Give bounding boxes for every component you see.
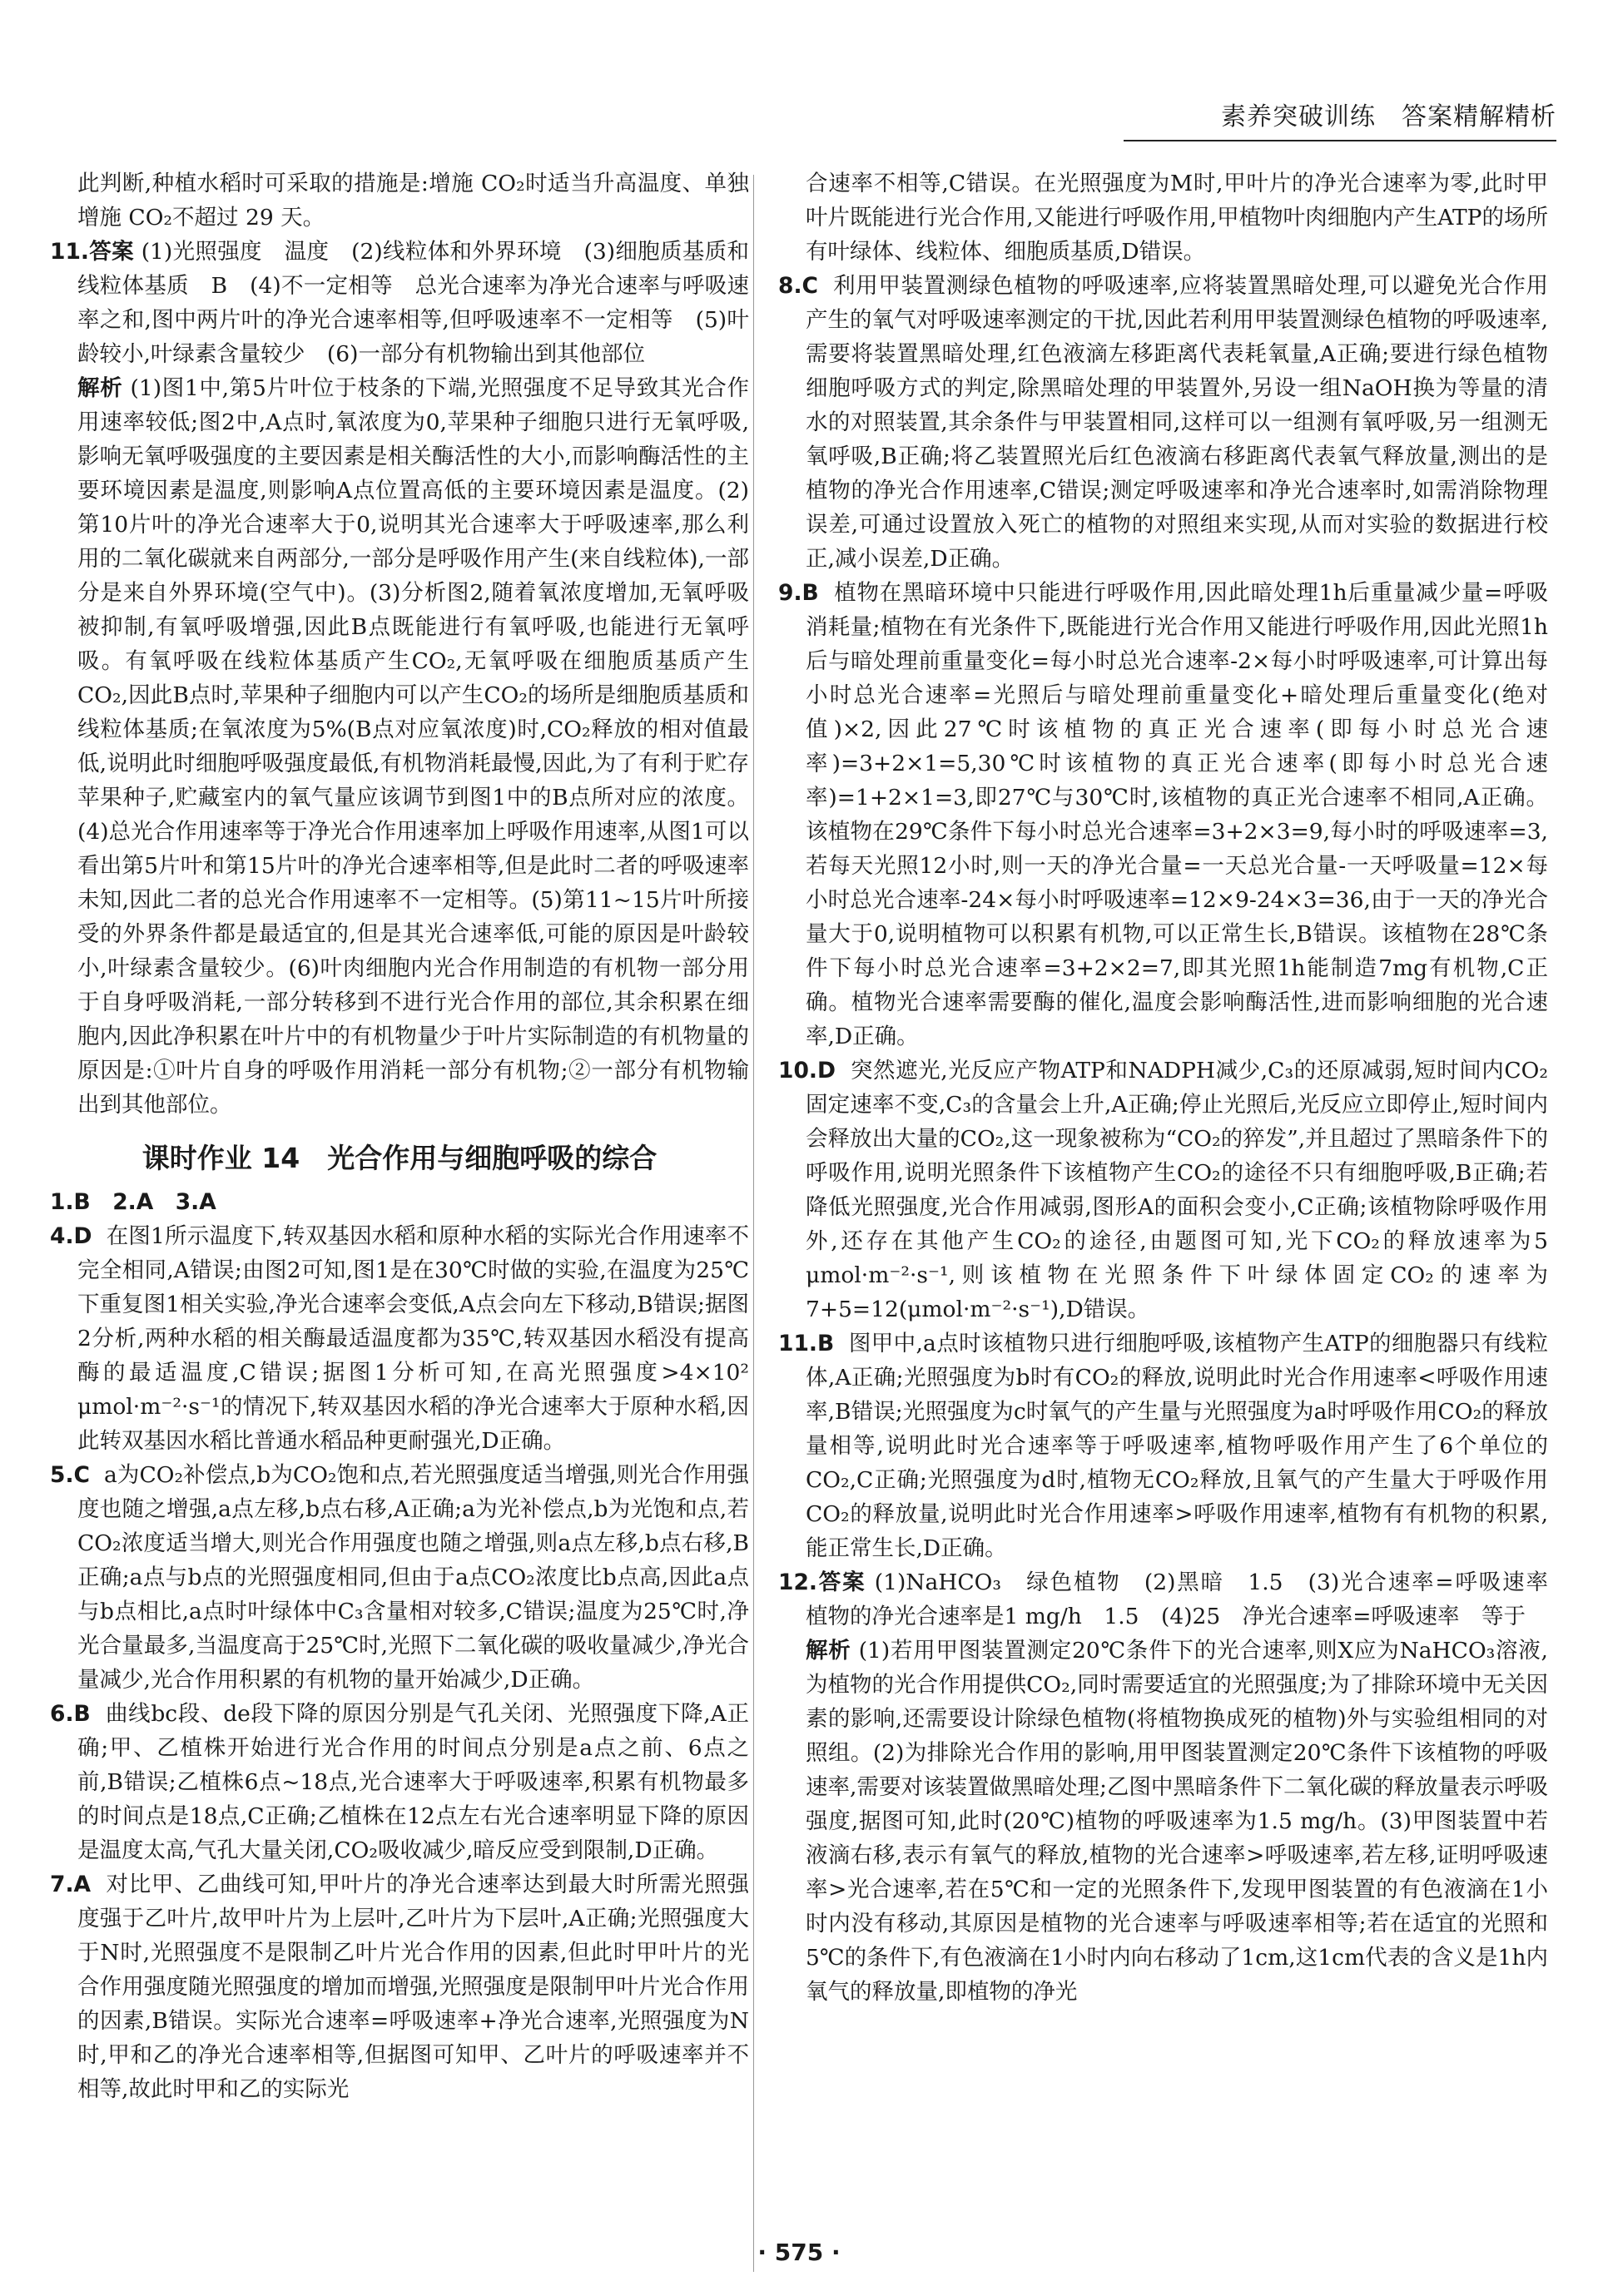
- intro-paragraph: 此判断,种植水稻时可采取的措施是:增施 CO₂时适当升高温度、单独增施 CO₂不超过 29 天。: [77, 171, 749, 231]
- question-11-left: [50, 235, 749, 371]
- q11-analysis: [50, 371, 749, 1122]
- q12-analysis-label: 解析: [806, 1638, 851, 1664]
- q8-text: 利用甲装置测绿色植物的呼吸速率,应将装置黑暗处理,可以避免光合作用产生的氧气对呼吸速率测定的干扰,因此若利用甲装置测绿色植物的呼吸速率,需要将装置黑暗处理,红色液滴左移距离代表耗氧量,A正确;要进行绿色植物细胞呼吸方式的判定,除黑暗处理的甲装置外,另设一组NaOH换为等量的清水的对照装置,其余条件与甲装置相同,这样可以一组测有氧呼吸,另一组测无氧呼吸,B正确;将乙装置照光后红色液滴右移距离代表氧气释放量,测出的是植物的净光合作用速率,C错误;测定呼吸速率和净光合速率时,如需消除物理误差,可通过设置放入死亡的植物的对照组来实现,从而对实验的数据进行校正,减小误差,D正确。: [806, 273, 1548, 572]
- q11-analysis-label: 解析: [77, 375, 123, 401]
- page-header: [1124, 98, 1556, 141]
- q11b-text: 图甲中,a点时该植物只进行细胞呼吸,该植物产生ATP的细胞器只有线粒体,A正确;光照强度为b时有CO₂的释放,说明此时光合作用速率<呼吸作用速率,B错误;光照强度为c时氧气的产生量与光照强度为a时呼吸作用CO₂的释放量相等,说明此时光合速率等于呼吸速率,植物呼吸作用产生了6个单位的CO₂,C正确;光照强度为d时,植物无CO₂释放,且氧气的产生量大于呼吸作用CO₂的释放量,说明此时光合作用速率>呼吸作用速率,植物有有机物的积累,能正常生长,D正确。: [806, 1331, 1548, 1561]
- page-number: · 575 ·: [757, 2239, 841, 2266]
- q12-answer: (1)NaHCO₃ 绿色植物 (2)黑暗 1.5 (3)光合速率=呼吸速率 植物的净光合速率是1 mg/h 1.5 (4)25 净光合速率=呼吸速率 等于: [806, 1570, 1571, 1629]
- q9-number: 9.B: [778, 580, 819, 606]
- question-12: [778, 1565, 1571, 1634]
- q4-text: 在图1所示温度下,转双基因水稻和原种水稻的实际光合作用速率不完全相同,A错误;由图2可知,图1是在30℃时做的实验,在温度为25℃下重复图1相关实验,净光合速率会变低,A点会向左下移动,B错误;据图2分析,两种水稻的相关酶最适温度都为35℃,转双基因水稻没有提高酶的最适温度,C错误;据图1分析可知,在高光照强度>4×10² μmol·m⁻²·s⁻¹的情况下,转双基因水稻的净光合速率大于原种水稻,因此转双基因水稻比普通水稻品种更耐强光,D正确。: [77, 1223, 749, 1454]
- q7-text: 对比甲、乙曲线可知,甲叶片的净光合速率达到最大时所需光照强度强于乙叶片,故甲叶片为上层叶,乙叶片为下层叶,A正确;光照强度大于N时,光照强度不是限制乙叶片光合作用的因素,但此时甲叶片的光合作用强度随光照强度的增加而增强,光照强度是限制甲叶片光合作用的因素,B错误。实际光合速率=呼吸速率+净光合速率,光照强度为N时,甲和乙的净光合速率相等,但据图可知甲、乙叶片的呼吸速率并不相等,故此时甲和乙的实际光: [77, 1872, 749, 2102]
- q12-analysis: [778, 1634, 1548, 2009]
- q12-analysis-text: (1)若用甲图装置测定20℃条件下的光合速率,则X应为NaHCO₃溶液,为植物的光合作用提供CO₂,同时需要适宜的光照强度;为了排除环境中无关因素的影响,还需要设计除绿色植物(将植物换成死的植物)外与实验组相同的对照组。(2)为排除光合作用的影响,用甲图装置测定20℃条件下该植物的呼吸速率,需要对该装置做黑暗处理;乙图中黑暗条件下二氧化碳的释放量表示呼吸强度,据图可知,此时(20℃)植物的呼吸速率为1.5 mg/h。(3)甲图装置中若液滴右移,表示有氧气的释放,植物的光合速率>呼吸速率,若左移,证明呼吸速率>光合速率,若在5℃和一定的光照条件下,发现甲图装置的有色液滴在1小时内没有移动,其原因是植物的光合速率与呼吸速率相等;若在适宜的光照和5℃的条件下,有色液滴在1小时内向右移动了1cm,这1cm代表的含义是1h内氧气的释放量,即植物的净光: [806, 1638, 1548, 2005]
- question-9: [778, 576, 1548, 1054]
- q11-analysis-text: (1)图1中,第5片叶位于枝条的下端,光照强度不足导致其光合作用速率较低;图2中,A点时,氧浓度为0,苹果种子细胞只进行无氧呼吸,影响无氧呼吸强度的主要因素是相关酶活性的大小,而影响酶活性的主要环境因素是温度,则影响A点位置高低的主要环境因素是温度。(2)第10片叶的净光合速率大于0,说明其光合速率大于呼吸速率,那么利用的二氧化碳就来自两部分,一部分是呼吸作用产生(来自线粒体),一部分是来自外界环境(空气中)。(3)分析图2,随着氧浓度增加,无氧呼吸被抑制,有氧呼吸增强,因此B点既能进行有氧呼吸,也能进行无氧呼吸。有氧呼吸在线粒体基质产生CO₂,无氧呼吸在细胞质基质产生CO₂,因此B点时,苹果种子细胞内可以产生CO₂的场所是细胞质基质和线粒体基质;在氧浓度为5%(B点对应氧浓度)时,CO₂释放的相对值最低,说明此时细胞呼吸强度最低,有机物消耗最慢,因此,为了有利于贮存苹果种子,贮藏室内的氧气量应该调节到图1中的B点所对应的浓度。(4)总光合作用速率等于净光合作用速率加上呼吸作用速率,从图1可以看出第5片叶和第15片叶的净光合速率相等,但是此时二者的呼吸速率未知,因此二者的总光合作用速率不一定相等。(5)第11~15片叶所接受的外界条件都是最适宜的,但是其光合速率低,可能的原因是叶龄较小,叶绿素含量较少。(6)叶肉细胞内光合作用制造的有机物一部分用于自身呼吸消耗,一部分转移到不进行光合作用的部位,其余积累在细胞内,因此净积累在叶片中的有机物量少于叶片实际制造的有机物量的原因是:①叶片自身的呼吸作用消耗一部分有机物;②一部分有机物输出到其他部位。: [77, 375, 749, 1118]
- column-divider: [753, 175, 754, 2272]
- q8-number: 8.C: [778, 273, 818, 299]
- q6-number: 6.B: [50, 1701, 91, 1727]
- q10-text: 突然遮光,光反应产物ATP和NADPH减少,C₃的还原减弱,短时间内CO₂固定速率不变,C₃的含量会上升,A正确;停止光照后,光反应立即停止,短时间内会释放出大量的CO₂,这一现象被称为“CO₂的猝发”,并且超过了黑暗条件下的呼吸作用,说明光照条件下该植物产生CO₂的途径不只有细胞呼吸,B正确;若降低光照强度,光合作用减弱,图形A的面积会变小,C正确;该植物除呼吸作用外,还存在其他产生CO₂的途径,由题图可知,光下CO₂的释放速率为5 μmol·m⁻²·s⁻¹,则该植物在光照条件下叶绿体固定CO₂的速率为7+5=12(μmol·m⁻²·s⁻¹),D错误。: [806, 1058, 1548, 1322]
- q11-number: 11.: [50, 239, 89, 265]
- q11-answer: (1)光照强度 温度 (2)线粒体和外界环境 (3)细胞质基质和线粒体基质 B (4)不一定相等 总光合速率为净光合速率与呼吸速率之和,图中两片叶的净光合速率相等,但呼吸速率不一定相等 (5)叶龄较小,叶绿素含量较少 (6)一部分有机物输出到其他部位: [77, 239, 749, 367]
- question-7: [50, 1867, 749, 2106]
- left-column: [50, 166, 749, 2106]
- right-column: [778, 166, 1571, 2009]
- q7-number: 7.A: [50, 1872, 92, 1897]
- question-4: [50, 1219, 749, 1458]
- question-8: [778, 269, 1548, 576]
- q12-answer-label: 答案: [816, 1570, 866, 1595]
- quick-answers: 1.B 2.A 3.A: [50, 1189, 216, 1215]
- q9-text: 植物在黑暗环境中只能进行呼吸作用,因此暗处理1h后重量减少量=呼吸消耗量;植物在有光条件下,既能进行光合作用又能进行呼吸作用,因此光照1h后与暗处理前重量变化=每小时总光合速率-2×每小时呼吸速率,可计算出每小时总光合速率=光照后与暗处理前重量变化+暗处理后重量变化(绝对值)×2,因此27℃时该植物的真正光合速率(即每小时总光合速率)=3+2×1=5,30℃时该植物的真正光合速率(即每小时总光合速率)=1+2×1=3,即27℃与30℃时,该植物的真正光合速率不相同,A正确。该植物在29℃条件下每小时总光合速率=3+2×3=9,每小时的呼吸速率=3,若每天光照12小时,则一天的净光合量=一天总光合量-一天呼吸量=12×每小时总光合速率-24×每小时呼吸速率=12×9-24×3=36,由于一天的净光合量大于0,说明植物可以积累有机物,可以正常生长,B错误。该植物在28℃条件下每小时总光合速率=3+2×2=7,即其光照1h能制造7mg有机物,C正确。植物光合速率需要酶的催化,温度会影响酶活性,进而影响细胞的光合速率,D正确。: [806, 580, 1548, 1049]
- q6-text: 曲线bc段、de段下降的原因分别是气孔关闭、光照强度下降,A正确;甲、乙植株开始进行光合作用的时间点分别是a点之前、6点之前,B错误;乙植株6点~18点,光合速率大于呼吸速率,积累有机物最多的时间点是18点,C正确;乙植株在12点左右光合速率明显下降的原因是温度太高,气孔大量关闭,CO₂吸收减少,暗反应受到限制,D正确。: [77, 1701, 749, 1863]
- q11-answer-label: 答案: [88, 239, 134, 265]
- q11b-number: 11.B: [778, 1331, 835, 1356]
- question-5: [50, 1458, 749, 1697]
- header-title: 素养突破训练 答案精解精析: [1221, 102, 1556, 131]
- q10-number: 10.D: [778, 1058, 836, 1084]
- q5-number: 5.C: [50, 1462, 90, 1488]
- question-11-right: [778, 1327, 1548, 1565]
- section-title: 课时作业 14 光合作用与细胞呼吸的综合: [141, 1142, 658, 1174]
- q12-number: 12.: [778, 1570, 817, 1595]
- q7-continuation: 合速率不相等,C错误。在光照强度为M时,甲叶片的净光合速率为零,此时甲叶片既能进行光合作用,又能进行呼吸作用,甲植物叶肉细胞内产生ATP的场所有叶绿体、线粒体、细胞质基质,D错误。: [806, 171, 1548, 265]
- question-6: [50, 1697, 749, 1867]
- question-10: [778, 1054, 1548, 1327]
- q4-number: 4.D: [50, 1223, 92, 1249]
- q5-text: a为CO₂补偿点,b为CO₂饱和点,若光照强度适当增强,则光合作用强度也随之增强,a点左移,b点右移,A正确;a为光补偿点,b为光饱和点,若CO₂浓度适当增大,则光合作用强度也随之增强,则a点左移,b点右移,B正确;a点与b点的光照强度相同,但由于a点CO₂浓度比b点高,因此a点与b点相比,a点时叶绿体中C₃含量相对较多,C错误;温度为25℃时,净光合量最多,当温度高于25℃时,光照下二氧化碳的吸收量减少,净光合量减少,光合作用积累的有机物的量开始减少,D正确。: [77, 1462, 749, 1693]
